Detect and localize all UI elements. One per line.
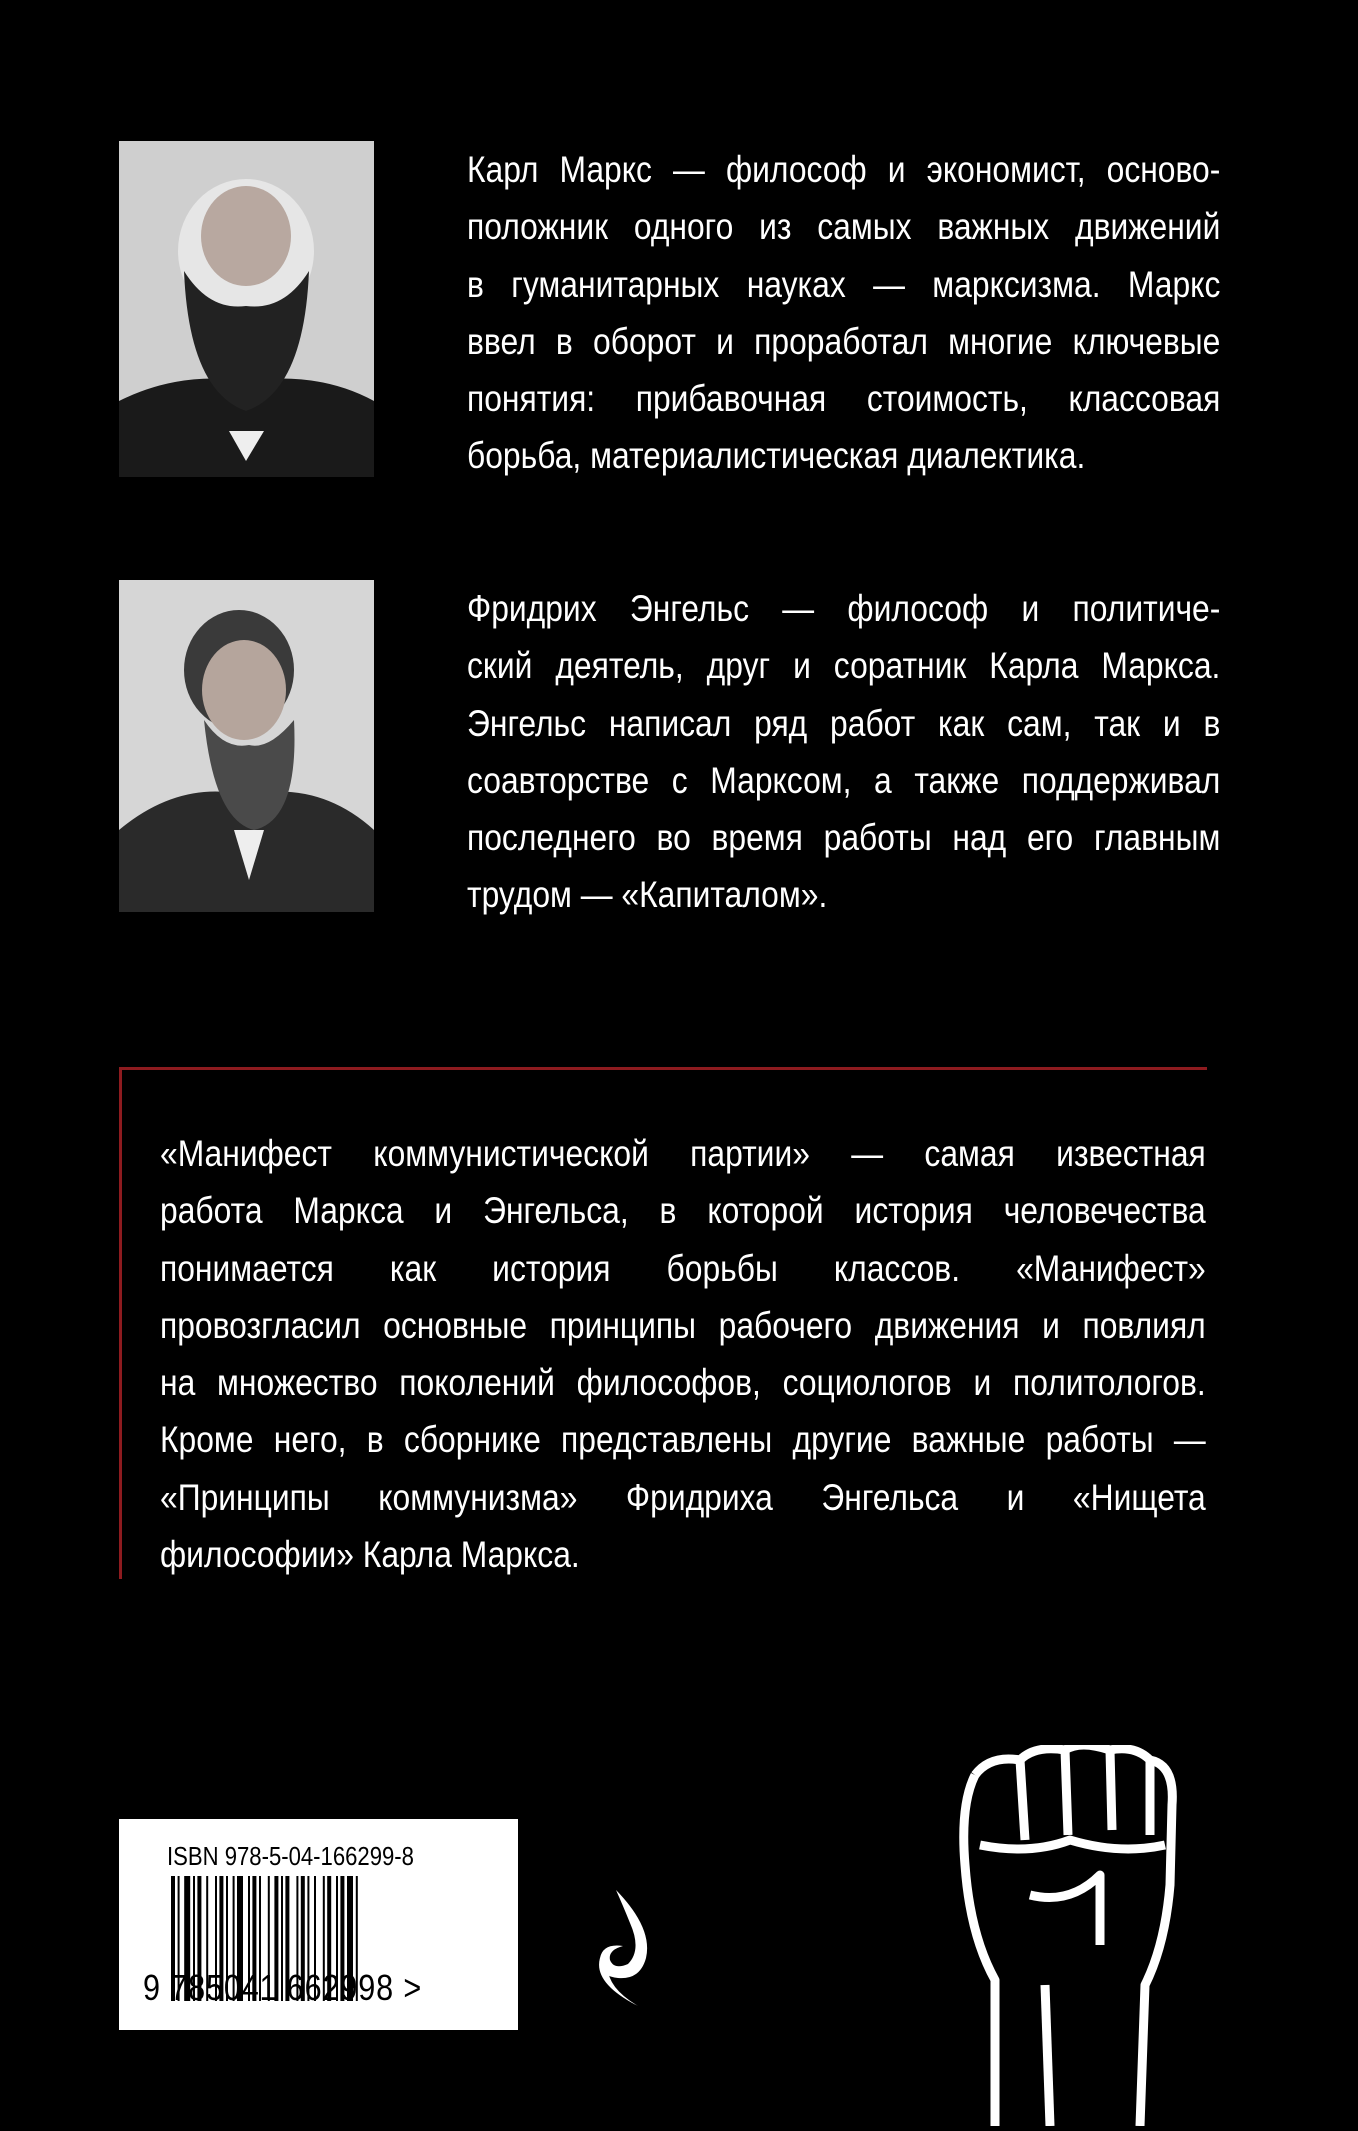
isbn-label: ISBN 978-5-04-166299-8: [167, 1841, 414, 1871]
red-frame-top-divider: [119, 1067, 1207, 1070]
raised-fist-icon: [950, 1745, 1190, 2126]
friedrich-engels-portrait: [119, 580, 374, 912]
red-frame-left-divider: [119, 1067, 122, 1579]
karl-marx-portrait: [119, 141, 374, 477]
marx-bio: [467, 141, 1220, 485]
barcode-digits: 9 785041 662998 >: [143, 1967, 423, 2008]
annotation-line: провозгласил основные принципы рабочего движения и повлиял: [160, 1304, 1206, 1346]
book-annotation: [160, 1125, 1206, 1583]
annotation-line: философии» Карла Маркса.: [160, 1534, 580, 1576]
annotation-line: «Принципы коммунизма» Фридриха Энгельса и «Нищета: [160, 1476, 1206, 1518]
engels-bio: [467, 580, 1220, 924]
annotation-line: понимается как история борьбы классов. «Манифест»: [160, 1247, 1206, 1289]
publisher-logo-icon: [578, 1888, 658, 2008]
engels-bio-line: соавторстве с Марксом, а также поддерживал: [467, 759, 1221, 801]
marx-bio-line: борьба, материалистическая диалектика.: [467, 435, 1086, 477]
marx-bio-line: понятия: прибавочная стоимость, классовая: [467, 378, 1221, 420]
engels-bio-line: Энгельс написал ряд работ как сам, так и в: [467, 702, 1221, 744]
engels-bio-line: последнего во время работы над его главным: [467, 817, 1221, 859]
engels-bio-line: трудом — «Капиталом».: [467, 874, 828, 916]
engels-bio-line: ский деятель, друг и соратник Карла Маркса.: [467, 645, 1221, 687]
annotation-line: работа Маркса и Энгельса, в которой история человечества: [160, 1190, 1206, 1232]
annotation-line: на множество поколений философов, социологов и политологов.: [160, 1362, 1206, 1404]
annotation-line: «Манифест коммунистической партии» — самая известная: [160, 1133, 1206, 1174]
marx-bio-line: положник одного из самых важных движений: [467, 206, 1221, 248]
marx-bio-line: в гуманитарных науках — марксизма. Маркс: [467, 263, 1221, 305]
marx-bio-line: Карл Маркс — философ и экономист, осново-: [467, 149, 1221, 190]
annotation-line: Кроме него, в сборнике представлены другие важные работы —: [160, 1419, 1206, 1461]
isbn-barcode: [119, 1819, 518, 2030]
engels-bio-line: Фридрих Энгельс — философ и политиче-: [467, 588, 1221, 629]
marx-bio-line: ввел в оборот и проработал многие ключевые: [467, 320, 1221, 362]
